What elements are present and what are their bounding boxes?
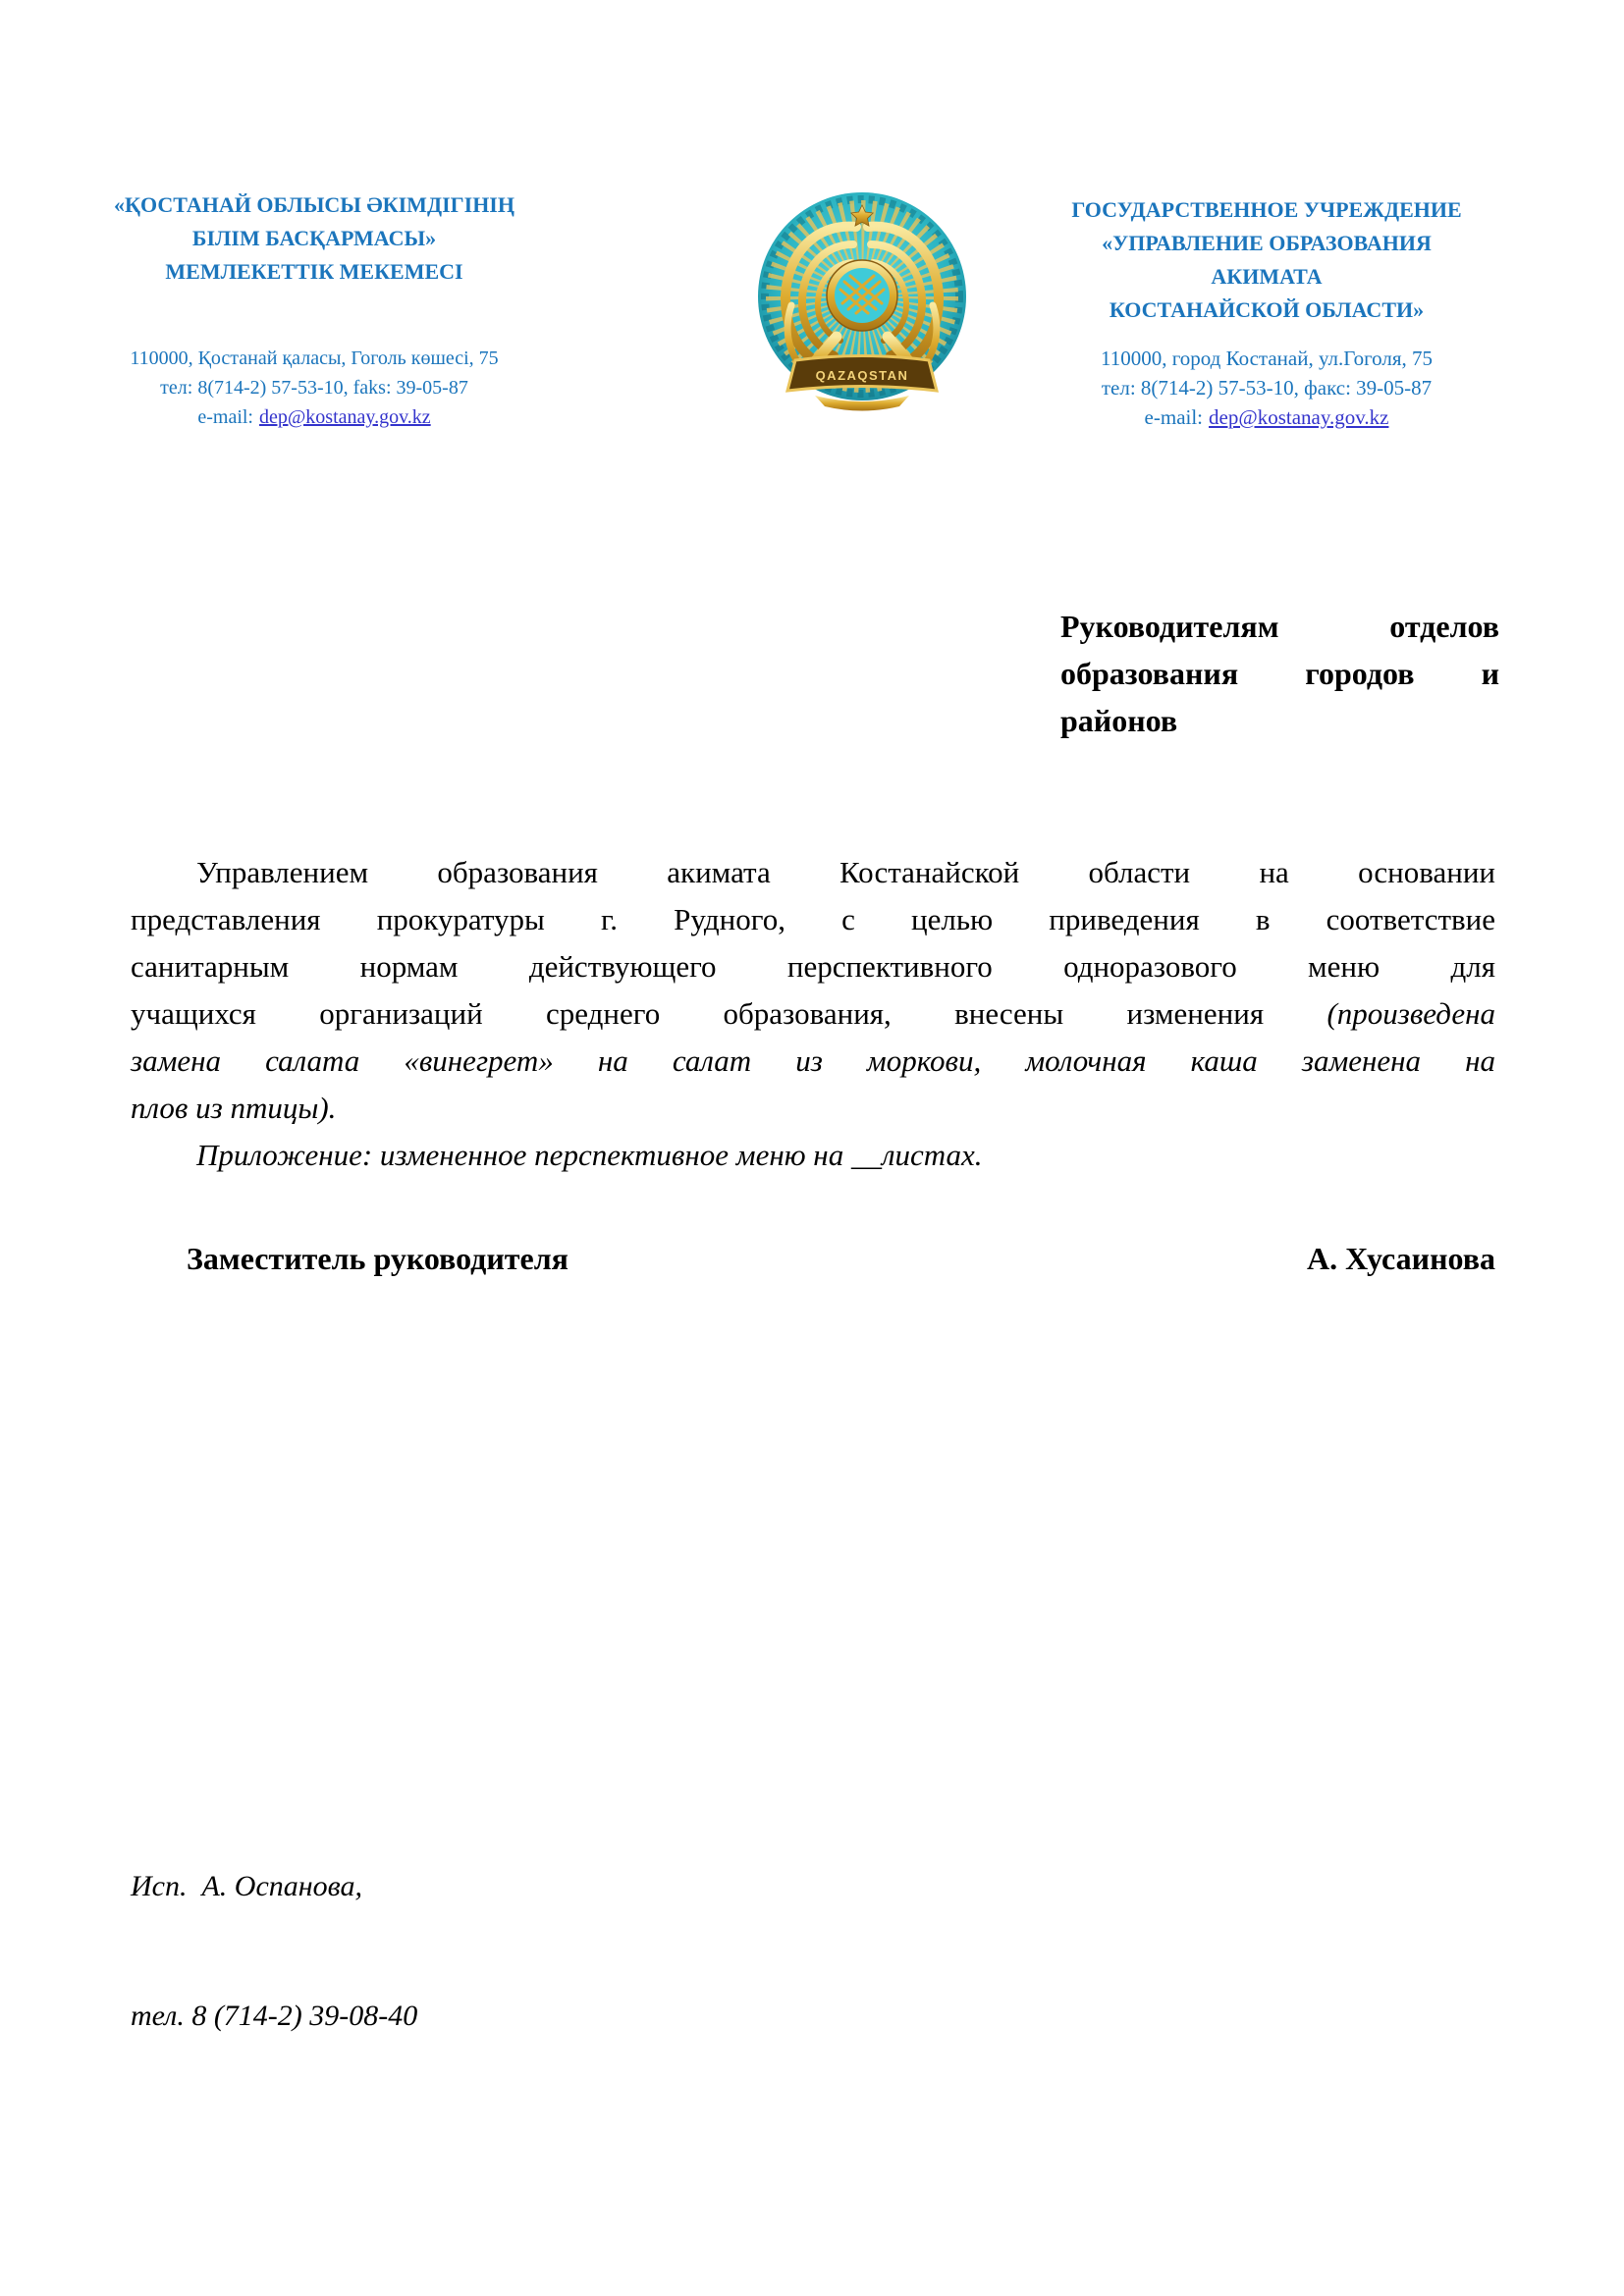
executor-block [131, 1779, 417, 2124]
body-line: учащихся организаций среднего образования, внесены изменения (произведена [131, 996, 1495, 1031]
executor-name: Исп. А. Оспанова, [131, 1870, 362, 1902]
phone-fax-russian: тел: 8(714-2) 57-53-10, факс: 39-05-87 [1101, 376, 1433, 400]
body-line: представления прокуратуры г. Рудного, с целью приведения в соответствие [131, 902, 1495, 936]
org-name-russian-line1: ГОСУДАРСТВЕННОЕ УЧРЕЖДЕНИЕ [1071, 197, 1462, 222]
signatory-name: А. Хусаинова [1307, 1241, 1495, 1276]
org-name-kazakh-line2: БІЛІМ БАСҚАРМАСЫ» [191, 226, 437, 250]
org-name-russian [1021, 193, 1512, 327]
email-label: e-mail: [197, 406, 253, 428]
emblem-banner-text: QAZAQSTAN [815, 368, 909, 383]
email-row-kazakh [98, 402, 530, 432]
signature-row [131, 1239, 1495, 1278]
body-line: Управлением образования акимата Костанайской области на основании [196, 855, 1495, 889]
recipient-line: районов [1060, 703, 1178, 738]
coat-of-arms-kazakhstan-icon [754, 189, 970, 415]
postal-address-kazakh: 110000, Қостанай қаласы, Гоголь көшесі, 75 [130, 347, 499, 369]
signature-position: Заместитель руководителя [187, 1241, 568, 1276]
recipient-line: Руководителям отделов [1060, 609, 1499, 644]
email-label: e-mail: [1144, 405, 1204, 429]
body-paragraph [131, 849, 1495, 1179]
address-block-kazakh [98, 344, 530, 432]
phone-fax-kazakh: тел: 8(714-2) 57-53-10, faks: 39-05-87 [160, 377, 468, 399]
email-link[interactable]: dep@kostanay.gov.kz [1209, 405, 1389, 429]
body-line: санитарным нормам действующего перспективного одноразового меню для [131, 949, 1495, 984]
body-line: плов из птицы). [131, 1091, 337, 1125]
org-name-kazakh-line1: «ҚОСТАНАЙ ОБЛЫСЫ ӘКІМДІГІНІҢ [114, 192, 514, 217]
org-name-kazakh [108, 188, 520, 289]
address-block-russian [1021, 344, 1512, 432]
email-row-russian [1021, 402, 1512, 432]
attachment-note: Приложение: измененное перспективное меню на __листах. [196, 1138, 983, 1172]
org-name-russian-line3: АКИМАТА [1211, 264, 1323, 289]
org-name-russian-line2: «УПРАВЛЕНИЕ ОБРАЗОВАНИЯ [1102, 231, 1432, 255]
org-name-russian-line4: КОСТАНАЙСКОЙ ОБЛАСТИ» [1109, 297, 1425, 322]
org-name-kazakh-line3: МЕМЛЕКЕТТІК МЕКЕМЕСІ [165, 259, 463, 284]
body-line: замена салата «винегрет» на салат из моркови, молочная каша заменена на [131, 1043, 1495, 1078]
executor-phone: тел. 8 (714-2) 39-08-40 [131, 2000, 418, 2032]
postal-address-russian: 110000, город Костанай, ул.Гоголя, 75 [1100, 347, 1434, 370]
email-link[interactable]: dep@kostanay.gov.kz [258, 406, 431, 428]
recipient-line: образования городов и [1060, 656, 1499, 691]
recipient-block [1060, 603, 1499, 744]
